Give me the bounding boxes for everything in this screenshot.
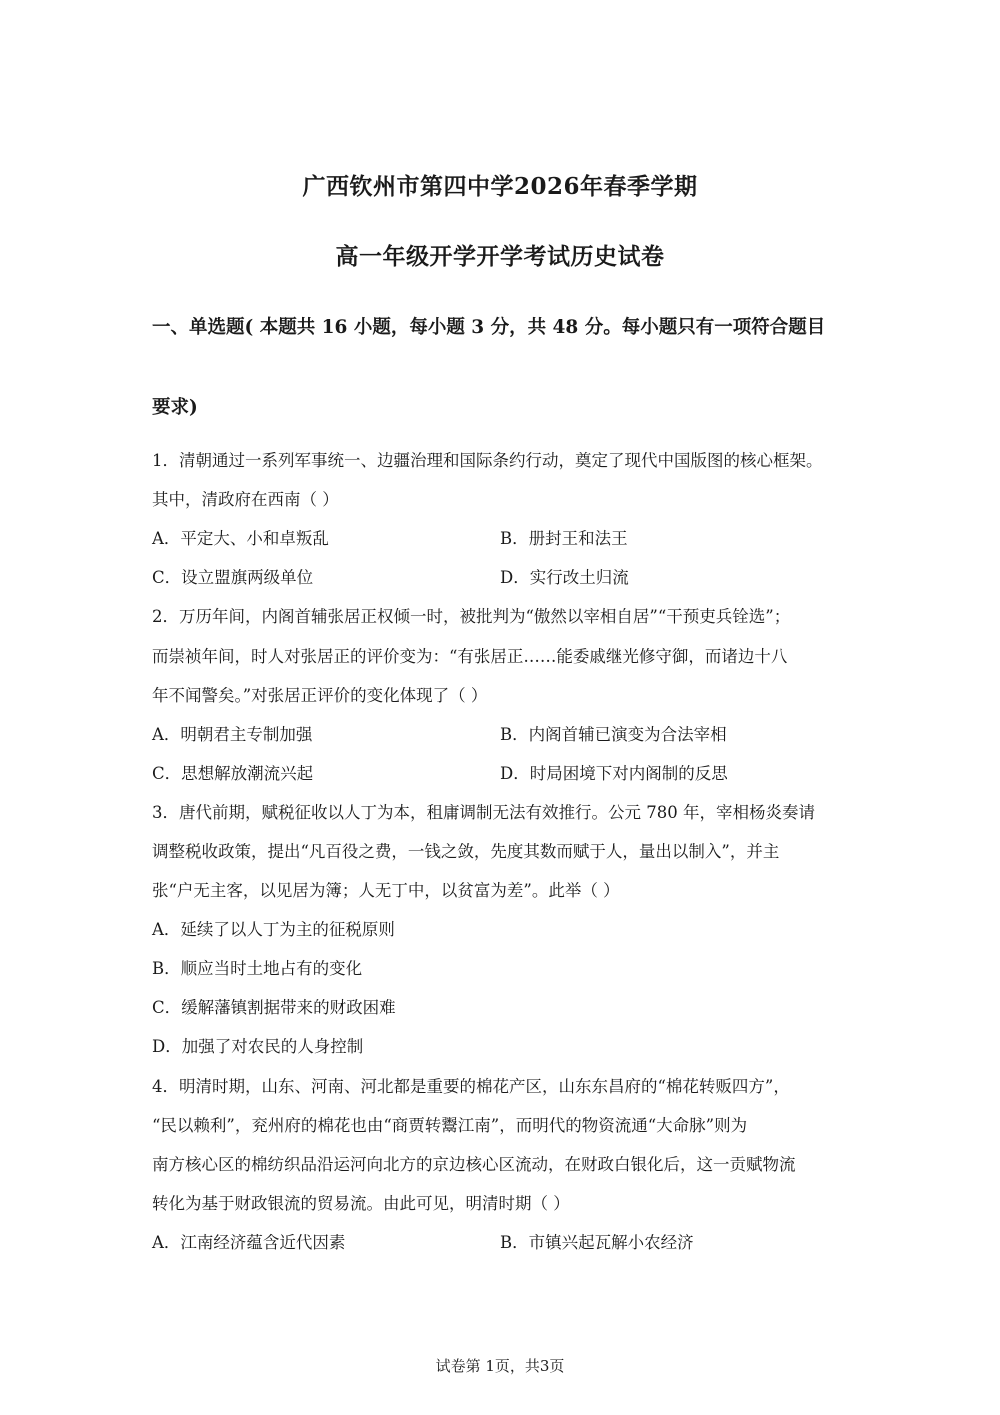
question-3-option-c: C．缓解藩镇割据带来的财政困难 bbox=[152, 998, 396, 1017]
question-1-option-c: C．设立盟旗两级单位 bbox=[152, 568, 314, 587]
question-3-option-a: A．延续了以人丁为主的征税原则 bbox=[152, 920, 395, 939]
question-2-option-a: A．明朝君主专制加强 bbox=[152, 725, 313, 744]
question-3-stem-line-3: 张“户无主客，以见居为簿；人无丁中，以贫富为差”。此举（ ） bbox=[152, 881, 620, 900]
question-2-stem-line-3: 年不闻警矣。”对张居正评价的变化体现了（ ） bbox=[152, 686, 488, 705]
question-2-stem-line-2: 而崇祯年间，时人对张居正的评价变为：“有张居正……能委戚继光修守御，而诸边十八 bbox=[152, 647, 788, 666]
question-1-option-a: A．平定大、小和卓叛乱 bbox=[152, 529, 329, 548]
question-4-stem-line-2: “民以赖利”，兖州府的棉花也由“商贾转鬻江南”，而明代的物资流通“大命脉”则为 bbox=[152, 1116, 748, 1135]
question-1-stem-line-1: 1．清朝通过一系列军事统一、边疆治理和国际条约行动，奠定了现代中国版图的核心框架。 bbox=[152, 451, 823, 470]
section-heading-line-2: 要求) bbox=[152, 397, 198, 418]
question-1-stem-line-2: 其中，清政府在西南（ ） bbox=[152, 490, 339, 509]
question-4-option-a: A．江南经济蕴含近代因素 bbox=[152, 1233, 346, 1252]
question-3-option-d: D．加强了对农民的人身控制 bbox=[152, 1037, 364, 1056]
question-4-stem-line-3: 南方核心区的棉纺织品沿运河向北方的京边核心区流动，在财政白银化后，这一贡赋物流 bbox=[152, 1155, 796, 1174]
exam-title-line-1: 广西钦州市第四中学2026年春季学期 bbox=[302, 173, 698, 200]
page-footer: 试卷第 1页，共3页 bbox=[435, 1357, 565, 1375]
question-3-option-b: B．顺应当时土地占有的变化 bbox=[152, 959, 363, 978]
question-2-option-d: D．时局困境下对内阁制的反思 bbox=[500, 764, 728, 783]
question-2-option-c: C．思想解放潮流兴起 bbox=[152, 764, 314, 783]
question-1-option-d: D．实行改土归流 bbox=[500, 568, 629, 587]
question-3-stem-line-1: 3．唐代前期，赋税征收以人丁为本，租庸调制无法有效推行。公元 780 年，宰相杨炎奏请 bbox=[152, 803, 815, 822]
question-4-stem-line-1: 4．明清时期，山东、河南、河北都是重要的棉花产区，山东东昌府的“棉花转贩四方”， bbox=[152, 1077, 790, 1096]
exam-title-line-2: 高一年级开学开学考试历史试卷 bbox=[335, 243, 665, 270]
question-4-option-b: B．市镇兴起瓦解小农经济 bbox=[500, 1233, 694, 1252]
section-heading-line-1: 一、单选题( 本题共 16 小题，每小题 3 分，共 48 分。每小题只有一项符合题目 bbox=[152, 317, 826, 338]
question-3-stem-line-2: 调整税收政策，提出“凡百役之费，一钱之敛，先度其数而赋于人，量出以制入”，并主 bbox=[152, 842, 780, 861]
question-2-stem-line-1: 2．万历年间，内阁首辅张居正权倾一时，被批判为“傲然以宰相自居”“干预吏兵铨选”； bbox=[152, 607, 791, 626]
question-2-option-b: B．内阁首辅已演变为合法宰相 bbox=[500, 725, 727, 744]
question-4-stem-line-4: 转化为基于财政银流的贸易流。由此可见，明清时期（ ） bbox=[152, 1194, 570, 1213]
question-1-option-b: B．册封王和法王 bbox=[500, 529, 628, 548]
